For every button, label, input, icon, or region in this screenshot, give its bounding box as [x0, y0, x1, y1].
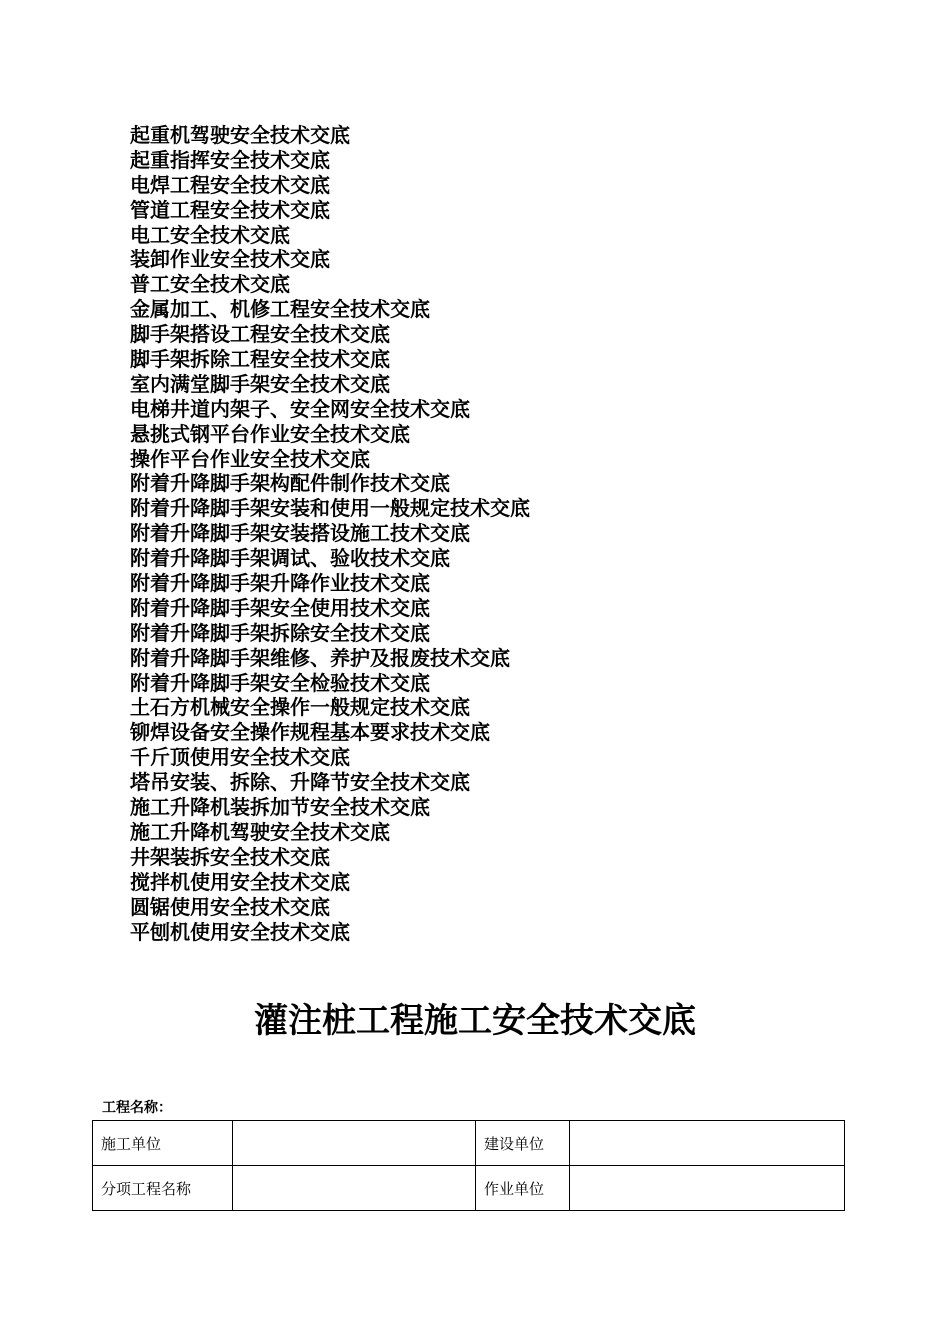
table-row: [93, 1121, 845, 1166]
toc-item: 起重指挥安全技术交底: [130, 147, 330, 172]
toc-item: 土石方机械安全操作一般规定技术交底: [130, 695, 470, 720]
toc-item: 井架装拆安全技术交底: [130, 844, 330, 869]
toc-item: 管道工程安全技术交底: [130, 197, 330, 222]
toc-item: 操作平台作业安全技术交底: [130, 446, 370, 471]
client-unit-label: 建设单位: [476, 1121, 570, 1166]
project-name-label: 工程名称：: [102, 1100, 172, 1116]
toc-item: 电梯井道内架子、安全网安全技术交底: [130, 396, 470, 421]
toc-item: 搅拌机使用安全技术交底: [130, 869, 350, 894]
toc-item: 千斤顶使用安全技术交底: [130, 745, 350, 770]
toc-item: 附着升降脚手架构配件制作技术交底: [130, 471, 450, 496]
toc-item: 电工安全技术交底: [130, 222, 290, 247]
toc-item: 电焊工程安全技术交底: [130, 172, 330, 197]
toc-item: 附着升降脚手架维修、养护及报废技术交底: [130, 645, 510, 670]
toc-item: 脚手架拆除工程安全技术交底: [130, 347, 390, 372]
toc-item: 铆焊设备安全操作规程基本要求技术交底: [130, 720, 490, 745]
construction-unit-label: 施工单位: [93, 1121, 233, 1166]
toc-item: 附着升降脚手架拆除安全技术交底: [130, 620, 430, 645]
toc-item: 悬挑式钢平台作业安全技术交底: [130, 421, 410, 446]
toc-list: [130, 123, 530, 944]
toc-item: 附着升降脚手架安装和使用一般规定技术交底: [130, 496, 530, 521]
toc-item: 金属加工、机修工程安全技术交底: [130, 297, 430, 322]
toc-item: 室内满堂脚手架安全技术交底: [130, 371, 390, 396]
sub-project-name-value[interactable]: [233, 1166, 476, 1211]
document-title: 灌注桩工程施工安全技术交底: [254, 1001, 696, 1041]
sub-project-name-label: 分项工程名称: [93, 1166, 233, 1211]
toc-item: 塔吊安装、拆除、升降节安全技术交底: [130, 770, 470, 795]
operating-unit-label: 作业单位: [476, 1166, 570, 1211]
client-unit-value[interactable]: [570, 1121, 845, 1166]
toc-item: 起重机驾驶安全技术交底: [130, 123, 350, 147]
construction-unit-value[interactable]: [233, 1121, 476, 1166]
toc-item: 附着升降脚手架安全检验技术交底: [130, 670, 430, 695]
toc-item: 普工安全技术交底: [130, 272, 290, 297]
project-info-table: [92, 1120, 845, 1211]
toc-item: 附着升降脚手架升降作业技术交底: [130, 571, 430, 596]
toc-item: 附着升降脚手架安全使用技术交底: [130, 595, 430, 620]
toc-item: 附着升降脚手架安装搭设施工技术交底: [130, 521, 470, 546]
toc-item: 圆锯使用安全技术交底: [130, 894, 330, 919]
toc-item: 施工升降机驾驶安全技术交底: [130, 819, 390, 844]
toc-item: 装卸作业安全技术交底: [130, 247, 330, 272]
toc-item: 平刨机使用安全技术交底: [130, 919, 350, 944]
toc-item: 附着升降脚手架调试、验收技术交底: [130, 546, 450, 571]
toc-item: 施工升降机装拆加节安全技术交底: [130, 795, 430, 820]
table-row: [93, 1166, 845, 1211]
toc-item: 脚手架搭设工程安全技术交底: [130, 322, 390, 347]
operating-unit-value[interactable]: [570, 1166, 845, 1211]
